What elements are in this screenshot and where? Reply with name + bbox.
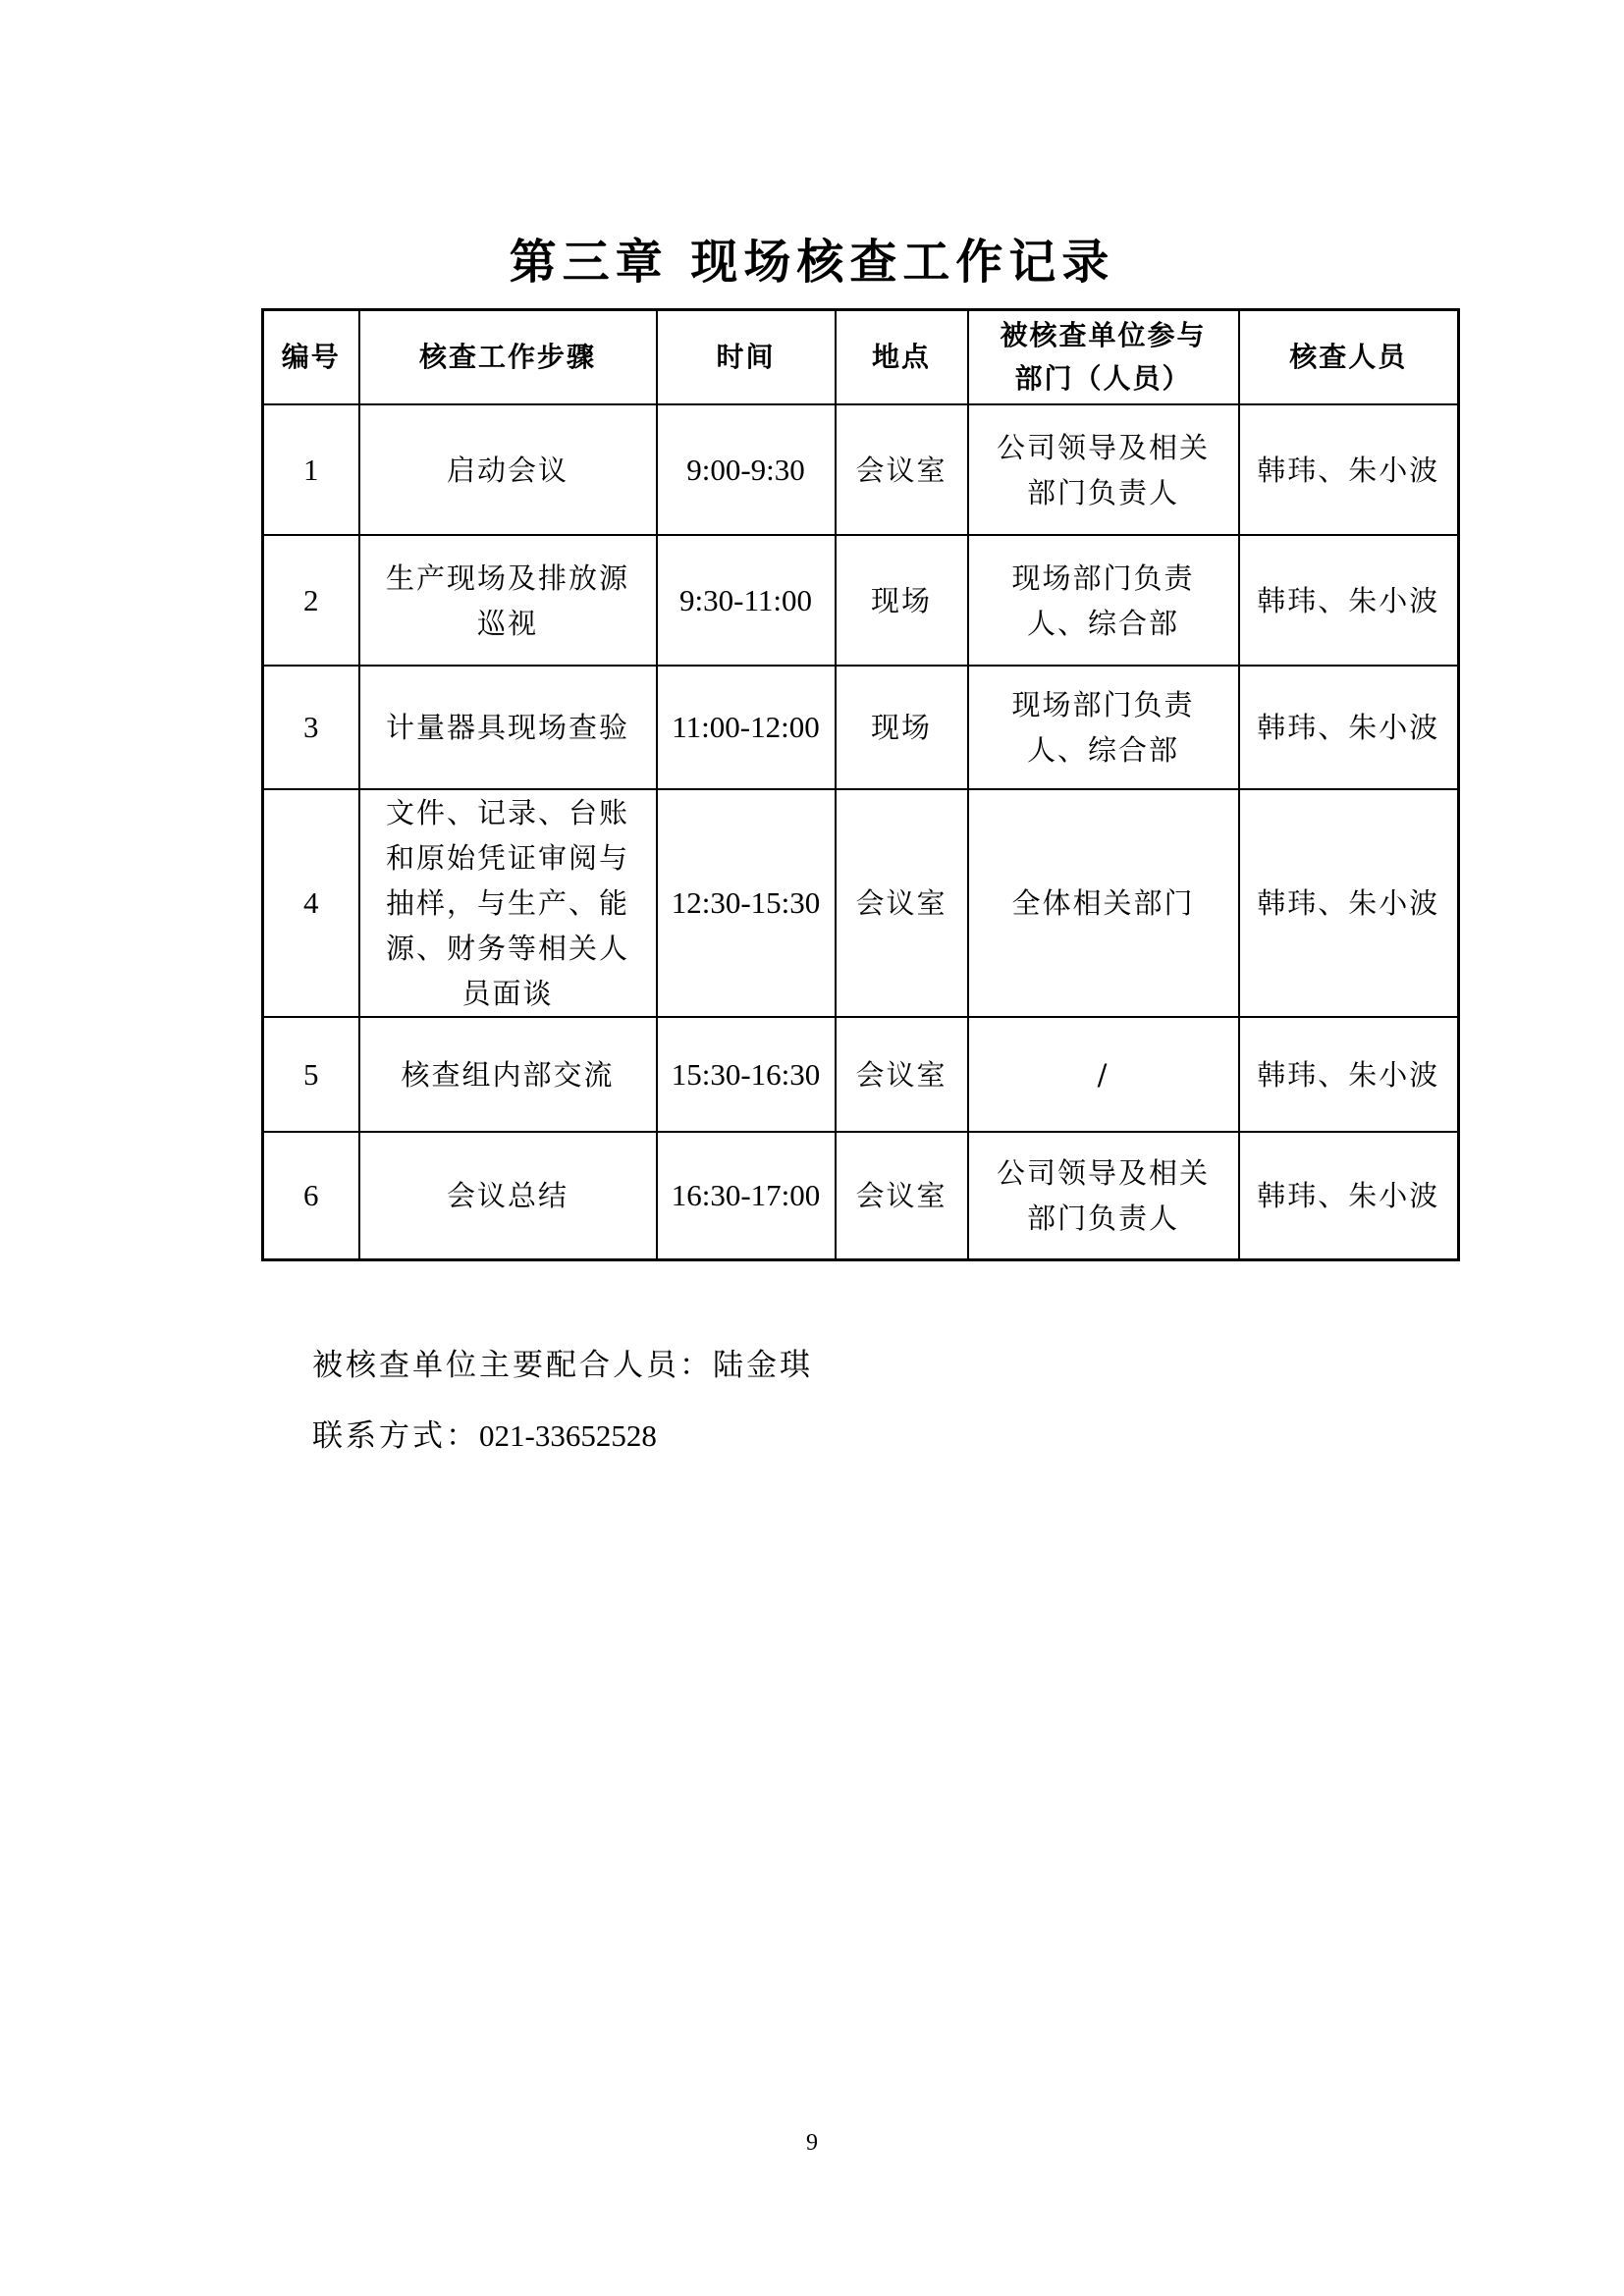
cell-step-line: 文件、记录、台账 [385,796,629,829]
cell-dept [968,666,1239,789]
cell-dept [968,789,1239,1017]
cell-dept-line: 人、综合部 [1026,606,1179,640]
cell-dept [968,1132,1239,1259]
header-place: 地点 [836,310,968,405]
cell-step-line: 巡视 [476,606,538,640]
contact-person-line [312,1344,813,1387]
cell-step [359,535,657,666]
cell-time: 12:30-15:30 [657,789,836,1017]
record-table [261,308,1460,1261]
cell-time: 9:30-11:00 [657,535,836,666]
header-staff: 核查人员 [1239,310,1459,405]
cell-place: 会议室 [836,789,968,1017]
contact-person-name: 陆金琪 [713,1348,813,1383]
cell-staff: 韩玮、朱小波 [1239,1132,1459,1259]
cell-place: 会议室 [836,404,968,535]
cell-time: 16:30-17:00 [657,1132,836,1259]
cell-dept-line: 公司领导及相关 [996,430,1210,464]
cell-dept-line: 全体相关部门 [1011,886,1195,920]
cell-time: 11:00-12:00 [657,666,836,789]
cell-no: 5 [263,1017,359,1132]
contact-phone-line [312,1415,657,1458]
cell-no: 4 [263,789,359,1017]
cell-step-line: 源、财务等相关人 [385,932,629,965]
table-row [263,1017,1459,1132]
cell-place: 现场 [836,535,968,666]
header-no: 编号 [263,310,359,405]
cell-staff: 韩玮、朱小波 [1239,789,1459,1017]
header-dept-line2: 部门（人员） [1014,362,1192,395]
cell-step-line: 抽样，与生产、能 [385,886,629,920]
contact-person-label: 被核查单位主要配合人员： [312,1348,713,1383]
cell-dept [968,404,1239,535]
table-row [263,789,1459,1017]
cell-place: 会议室 [836,1132,968,1259]
header-step: 核查工作步骤 [359,310,657,405]
page-number: 9 [806,2130,818,2156]
table-row [263,1132,1459,1259]
contact-phone-value: 021-33652528 [479,1418,657,1453]
cell-step-line: 计量器具现场查验 [385,711,629,744]
cell-step [359,404,657,535]
cell-dept [968,1017,1239,1132]
cell-dept-line: / [1097,1057,1110,1092]
cell-no: 1 [263,404,359,535]
cell-no: 2 [263,535,359,666]
cell-no: 6 [263,1132,359,1259]
cell-step [359,666,657,789]
header-dept [968,310,1239,405]
cell-dept-line: 人、综合部 [1026,733,1179,767]
cell-no: 3 [263,666,359,789]
cell-step-line: 生产现场及排放源 [385,561,629,595]
cell-dept [968,535,1239,666]
table-row [263,666,1459,789]
cell-step [359,789,657,1017]
cell-staff: 韩玮、朱小波 [1239,535,1459,666]
cell-step-line: 核查组内部交流 [401,1057,615,1092]
cell-dept-line: 现场部门负责 [1011,688,1195,721]
table-header-row [263,310,1459,405]
cell-place: 现场 [836,666,968,789]
contact-phone-label: 联系方式： [312,1418,479,1454]
cell-place: 会议室 [836,1017,968,1132]
cell-step-line: 启动会议 [446,453,568,487]
cell-staff: 韩玮、朱小波 [1239,666,1459,789]
cell-step [359,1132,657,1259]
cell-dept-line: 部门负责人 [1026,475,1179,509]
cell-dept-line: 部门负责人 [1026,1201,1179,1235]
cell-step-line: 会议总结 [446,1178,568,1212]
header-time: 时间 [657,310,836,405]
table-row [263,535,1459,666]
cell-time: 9:00-9:30 [657,404,836,535]
table-row [263,404,1459,535]
cell-staff: 韩玮、朱小波 [1239,1017,1459,1132]
page-title: 第三章 现场核查工作记录 [509,235,1115,290]
cell-step-line: 和原始凭证审阅与 [385,841,629,875]
cell-dept-line: 公司领导及相关 [996,1155,1210,1190]
cell-staff: 韩玮、朱小波 [1239,404,1459,535]
cell-dept-line: 现场部门负责 [1011,561,1195,595]
cell-time: 15:30-16:30 [657,1017,836,1132]
cell-step [359,1017,657,1132]
header-dept-line1: 被核查单位参与 [1000,319,1207,351]
cell-step-line: 员面谈 [461,977,554,1010]
